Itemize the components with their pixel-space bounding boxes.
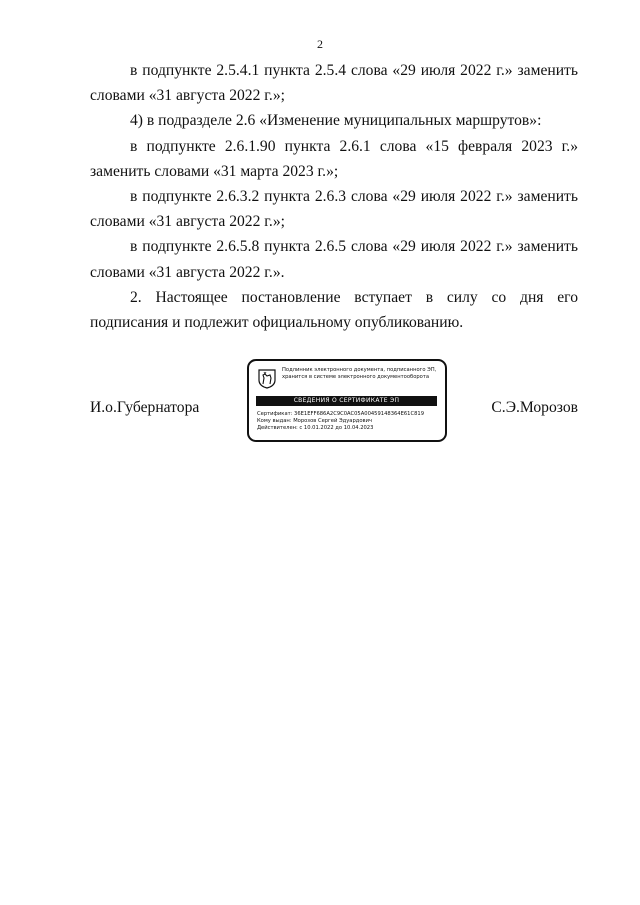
stamp-header: СВЕДЕНИЯ О СЕРТИФИКАТЕ ЭП xyxy=(256,396,437,406)
certificate-owner: Кому выдан: Морозов Сергей Эдуардович xyxy=(257,418,372,424)
paragraph-5: в подпункте 2.6.5.8 пункта 2.6.5 слова «29 июля 2022 г.» заменить словами «31 августа 2022 г.». xyxy=(90,238,578,281)
page-number: 2 xyxy=(317,37,323,51)
paragraph-1: в подпункте 2.5.4.1 пункта 2.5.4 слова «29 июля 2022 г.» заменить словами «31 августа 2022 г.»; xyxy=(90,62,578,105)
signatory-position: И.о.Губернатора xyxy=(90,399,200,416)
document-body xyxy=(90,58,578,335)
signatory-name: С.Э.Морозов xyxy=(491,399,578,416)
coat-of-arms-icon xyxy=(258,369,276,389)
stamp-details xyxy=(257,411,443,432)
certificate-validity: Действителен: с 10.01.2022 до 10.04.2023 xyxy=(257,425,374,431)
paragraph-6: 2. Настоящее постановление вступает в силу со дня его подписания и подлежит официальному опубликованию. xyxy=(90,288,578,332)
paragraph-4: в подпункте 2.6.3.2 пункта 2.6.3 слова «29 июля 2022 г.» заменить словами «31 августа 2022 г.»; xyxy=(90,188,578,231)
electronic-signature-stamp xyxy=(247,359,447,442)
paragraph-2: 4) в подразделе 2.6 «Изменение муниципальных маршрутов»: xyxy=(130,112,542,130)
certificate-number: Сертификат: 36E1EFF686A2C9C0AC05A00459148364E61C819 xyxy=(257,411,424,417)
paragraph-3: в подпункте 2.6.1.90 пункта 2.6.1 слова «15 февраля 2023 г.» заменить словами «31 марта 2023 г.»; xyxy=(90,137,578,180)
stamp-note: Подлинник электронного документа, подписанного ЭП, хранится в системе электронного документооборота xyxy=(282,367,437,380)
